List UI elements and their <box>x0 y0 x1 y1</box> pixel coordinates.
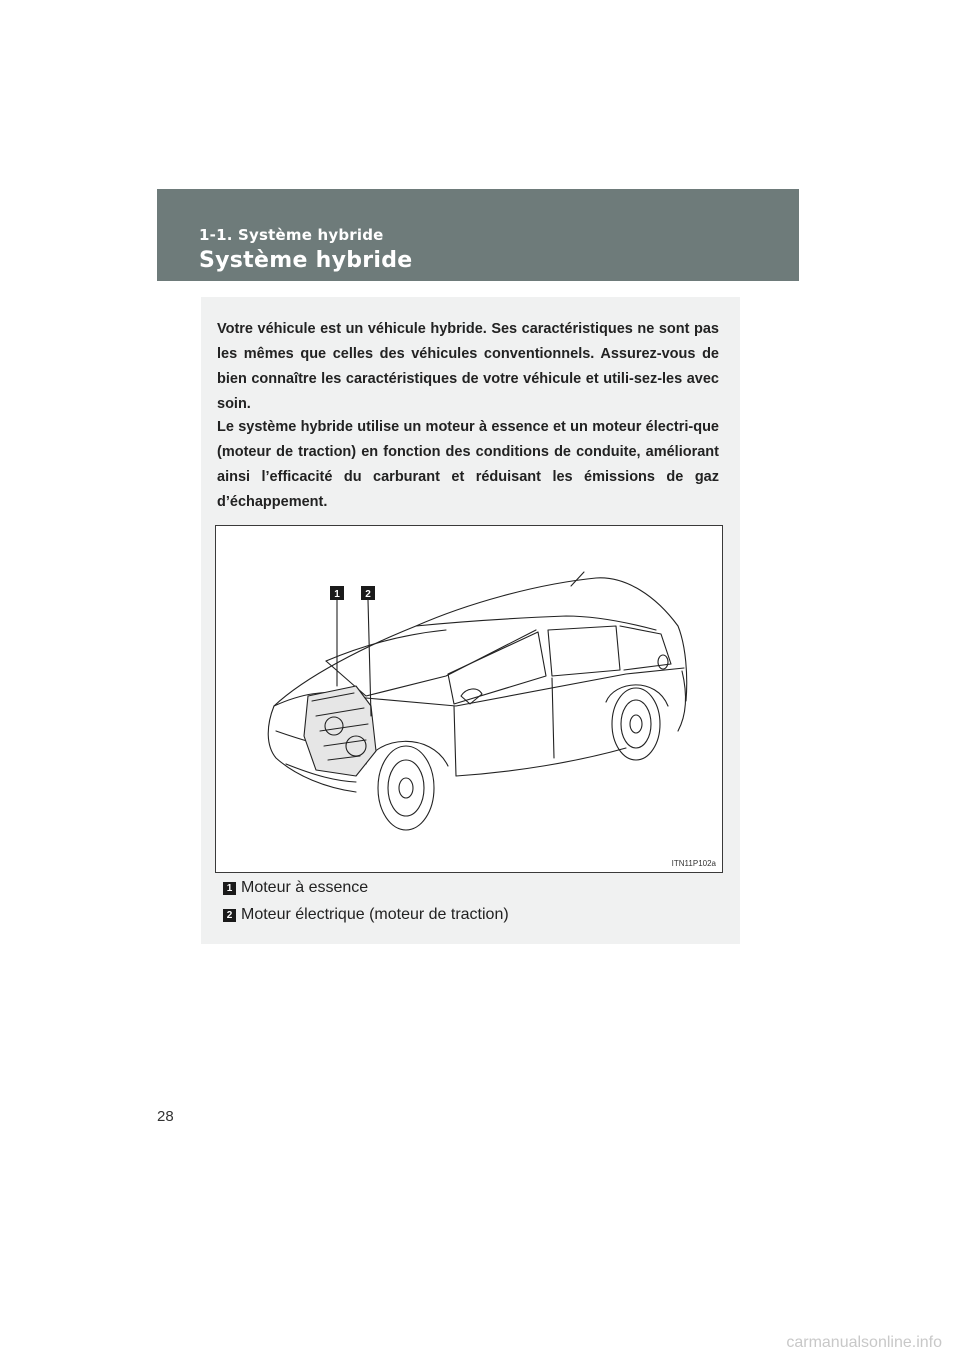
legend-number-badge: 1 <box>223 882 236 895</box>
callout-2: 2 <box>365 589 371 600</box>
car-line-drawing <box>216 526 722 872</box>
legend-item <box>223 904 509 926</box>
legend-label: Moteur à essence <box>241 879 369 896</box>
car-illustration <box>215 525 723 873</box>
header-band <box>157 189 799 281</box>
content-panel <box>201 297 740 944</box>
intro-paragraph-1: Votre véhicule est un véhicule hybride. Ses caractéristiques ne sont pas les mêmes que celles des véhicules conventionnels. Assurez-vous de bien connaître les caractéristiques de votre véhicule et utili-sez-les avec soin. <box>217 321 719 412</box>
callout-1: 1 <box>334 589 340 600</box>
legend-number-badge: 2 <box>223 909 236 922</box>
section-label: 1-1. Système hybride <box>199 226 384 244</box>
intro-paragraph-2: Le système hybride utilise un moteur à essence et un moteur électri-que (moteur de traction) en fonction des conditions de conduite, améliorant ainsi l’efficacité du carburant et réduisant les émissions de gaz d’échappement. <box>217 419 719 510</box>
watermark: carmanualsonline.info <box>786 1334 942 1351</box>
legend-label: Moteur électrique (moteur de traction) <box>241 906 509 923</box>
page-number: 28 <box>157 1108 174 1125</box>
page-title: Système hybride <box>199 248 413 273</box>
legend-item <box>223 877 368 899</box>
figure-code: ITN11P102a <box>671 859 716 868</box>
